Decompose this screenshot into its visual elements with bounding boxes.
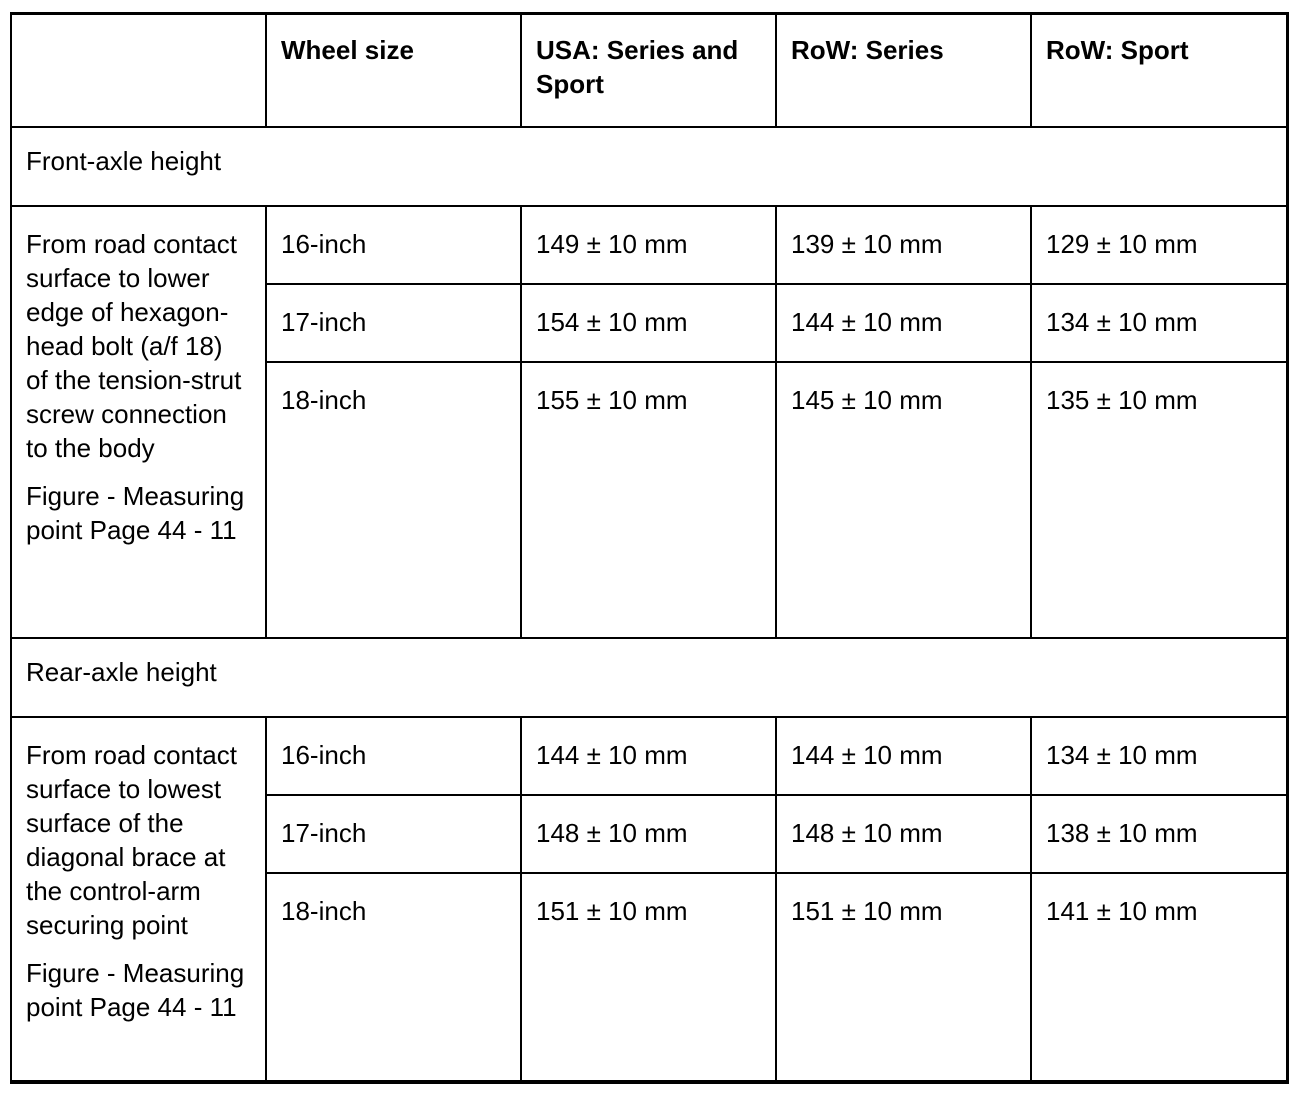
axle-height-table bbox=[10, 12, 1289, 1084]
row-series-value-cell: 144 ± 10 mm bbox=[776, 717, 1031, 795]
wheel-size-cell: 16-inch bbox=[266, 717, 521, 795]
row-series-value-cell: 139 ± 10 mm bbox=[776, 206, 1031, 284]
header-empty-cell bbox=[11, 14, 266, 127]
rear-axle-title: Rear-axle height bbox=[11, 638, 1287, 717]
section-row-rear bbox=[11, 638, 1287, 717]
front-axle-title: Front-axle height bbox=[11, 127, 1287, 206]
usa-value-cell: 151 ± 10 mm bbox=[521, 873, 776, 1082]
row-series-value-cell: 144 ± 10 mm bbox=[776, 284, 1031, 362]
wheel-size-cell: 16-inch bbox=[266, 206, 521, 284]
header-row-sport: RoW: Sport bbox=[1031, 14, 1287, 127]
header-row bbox=[11, 14, 1287, 127]
row-sport-value-cell: 141 ± 10 mm bbox=[1031, 873, 1287, 1082]
front-axle-description-cell bbox=[11, 206, 266, 638]
front-axle-figure-ref: Figure - Measuring point Page 44 - 11 bbox=[26, 480, 245, 545]
row-series-value-cell: 148 ± 10 mm bbox=[776, 795, 1031, 873]
header-row-series: RoW: Series bbox=[776, 14, 1031, 127]
usa-value-cell: 154 ± 10 mm bbox=[521, 284, 776, 362]
rear-axle-figure-ref: Figure - Measuring point Page 44 - 11 bbox=[26, 957, 245, 1022]
usa-value-cell: 144 ± 10 mm bbox=[521, 717, 776, 795]
row-series-value-cell: 145 ± 10 mm bbox=[776, 362, 1031, 638]
header-usa-series-sport: USA: Series and Sport bbox=[521, 14, 776, 127]
rear-axle-description-cell bbox=[11, 717, 266, 1082]
row-series-value-cell: 151 ± 10 mm bbox=[776, 873, 1031, 1082]
row-sport-value-cell: 129 ± 10 mm bbox=[1031, 206, 1287, 284]
wheel-size-cell: 17-inch bbox=[266, 795, 521, 873]
usa-value-cell: 155 ± 10 mm bbox=[521, 362, 776, 638]
wheel-size-cell: 18-inch bbox=[266, 873, 521, 1082]
table-row bbox=[11, 717, 1287, 795]
wheel-size-cell: 18-inch bbox=[266, 362, 521, 638]
usa-value-cell: 148 ± 10 mm bbox=[521, 795, 776, 873]
row-sport-value-cell: 135 ± 10 mm bbox=[1031, 362, 1287, 638]
row-sport-value-cell: 138 ± 10 mm bbox=[1031, 795, 1287, 873]
header-wheel-size: Wheel size bbox=[266, 14, 521, 127]
front-axle-description: From road contact surface to lower edge of hexagon-head bolt (a/f 18) of the tension-strut screw connection to the body bbox=[26, 228, 242, 463]
rear-axle-description: From road contact surface to lowest surface of the diagonal brace at the control-arm securing point bbox=[26, 739, 237, 940]
row-sport-value-cell: 134 ± 10 mm bbox=[1031, 284, 1287, 362]
usa-value-cell: 149 ± 10 mm bbox=[521, 206, 776, 284]
table-row bbox=[11, 206, 1287, 284]
row-sport-value-cell: 134 ± 10 mm bbox=[1031, 717, 1287, 795]
wheel-size-cell: 17-inch bbox=[266, 284, 521, 362]
section-row-front bbox=[11, 127, 1287, 206]
